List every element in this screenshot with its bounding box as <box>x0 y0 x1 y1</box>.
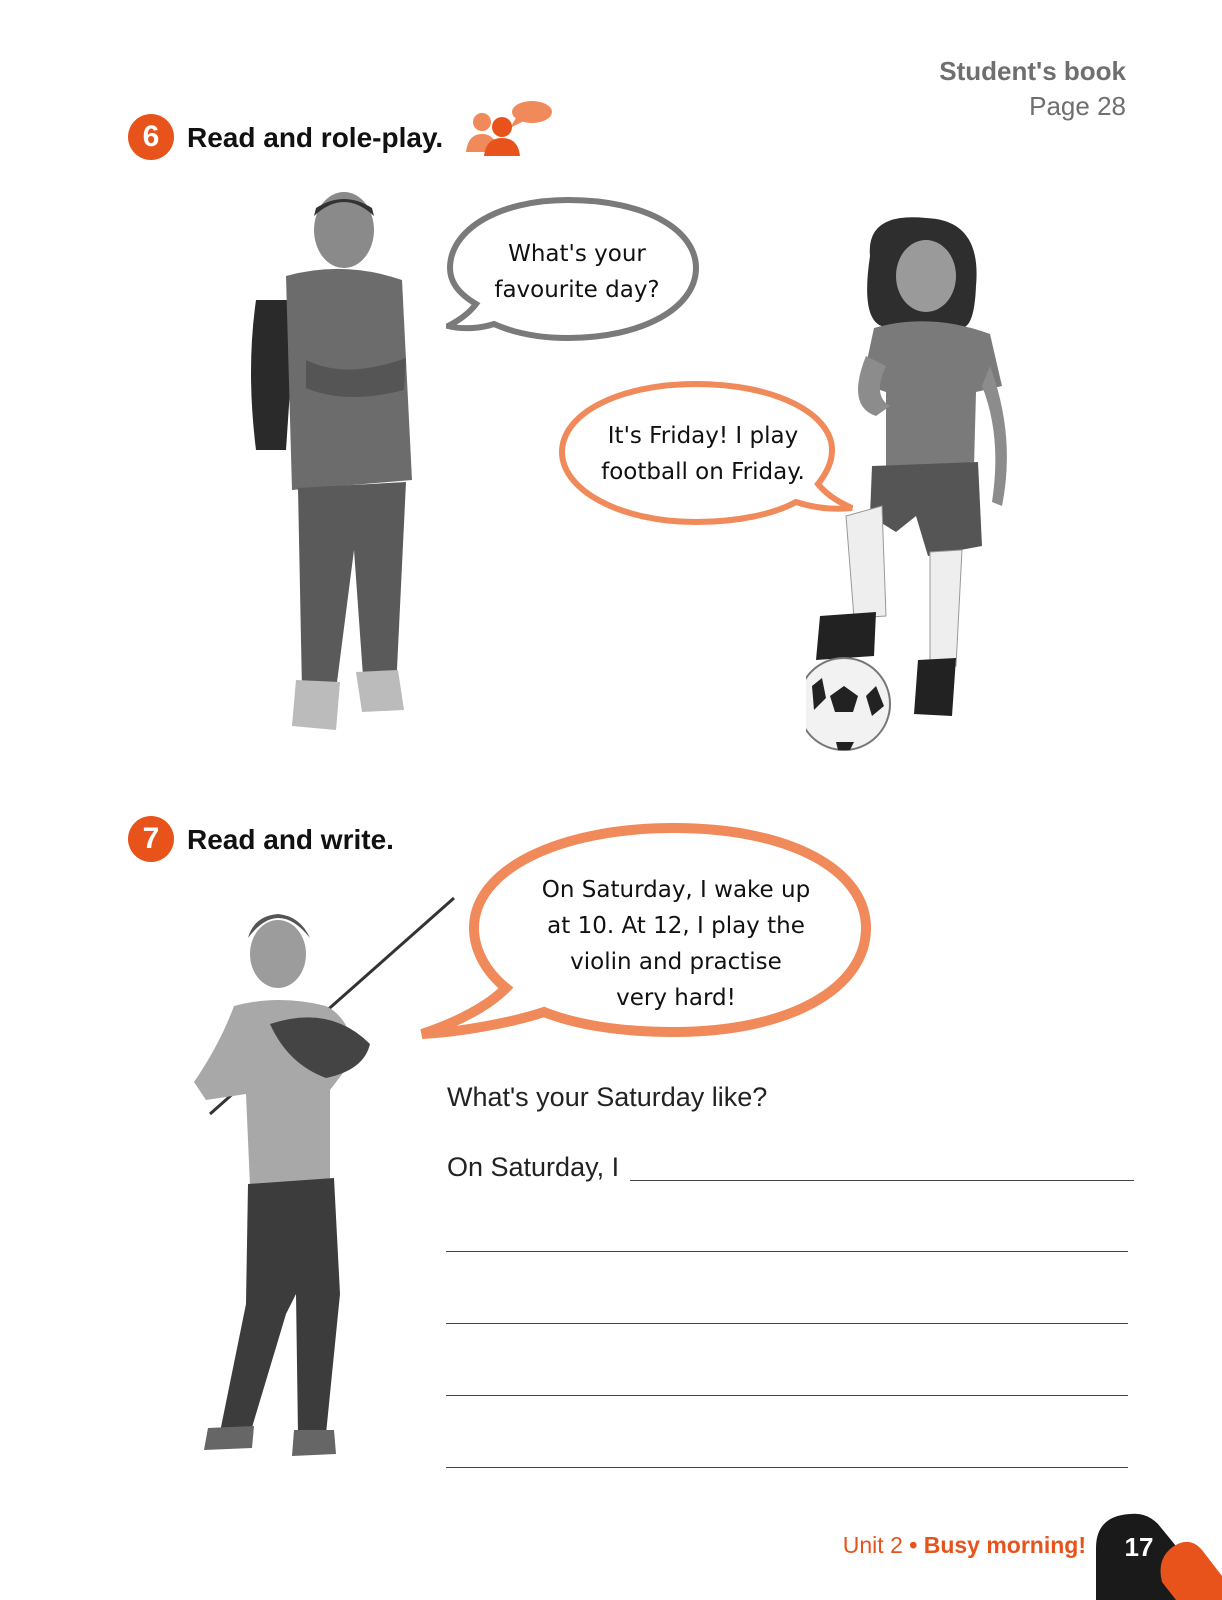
answer-line-3[interactable] <box>446 1323 1128 1324</box>
answer-line-1[interactable] <box>630 1180 1134 1181</box>
bubble-violin-line-3: violin and practise <box>570 949 782 975</box>
footer-unit: Unit 2 <box>842 1532 903 1558</box>
exercise-6-number-badge: 6 <box>128 114 174 160</box>
bubble-violin-line-1: On Saturday, I wake up <box>541 877 811 903</box>
bubble-boy-line-2: favourite day? <box>494 277 660 303</box>
bubble-violin-line-4: very hard! <box>616 985 736 1011</box>
footer-bullet: • <box>909 1532 918 1558</box>
pair-talk-icon <box>464 98 556 158</box>
bubble-girl-line-1: It's Friday! I play <box>607 423 799 449</box>
page-number: 17 <box>1124 1532 1154 1562</box>
answer-start-text: On Saturday, I <box>447 1152 620 1182</box>
exercise-7-instruction: Read and write. <box>187 824 394 855</box>
question-text: What's your Saturday like? <box>447 1082 768 1112</box>
answer-line-5[interactable] <box>446 1467 1128 1468</box>
bubble-violin-line-2: at 10. At 12, I play the <box>547 913 805 939</box>
girl-playing-violin-image <box>150 894 470 1494</box>
footer-unit-label <box>843 1532 1086 1559</box>
bubble-boy-line-1: What's your <box>508 241 646 267</box>
footer-unit-title: Busy morning! <box>923 1532 1086 1558</box>
book-reference-page: Page 28 <box>1029 91 1126 121</box>
bubble-boy-text <box>470 236 684 308</box>
bubble-girl-line-2: football on Friday. <box>601 459 805 485</box>
boy-with-backpack-image <box>236 190 436 760</box>
exercise-6-instruction: Read and role-play. <box>187 122 444 153</box>
book-reference-title: Student's book <box>939 56 1126 86</box>
bubble-violin-text <box>528 872 824 1016</box>
answer-line-2[interactable] <box>446 1251 1128 1252</box>
girl-with-football-image <box>806 216 1036 776</box>
bubble-girl-text <box>578 418 828 490</box>
answer-line-4[interactable] <box>446 1395 1128 1396</box>
exercise-7-number-badge: 7 <box>128 816 174 862</box>
